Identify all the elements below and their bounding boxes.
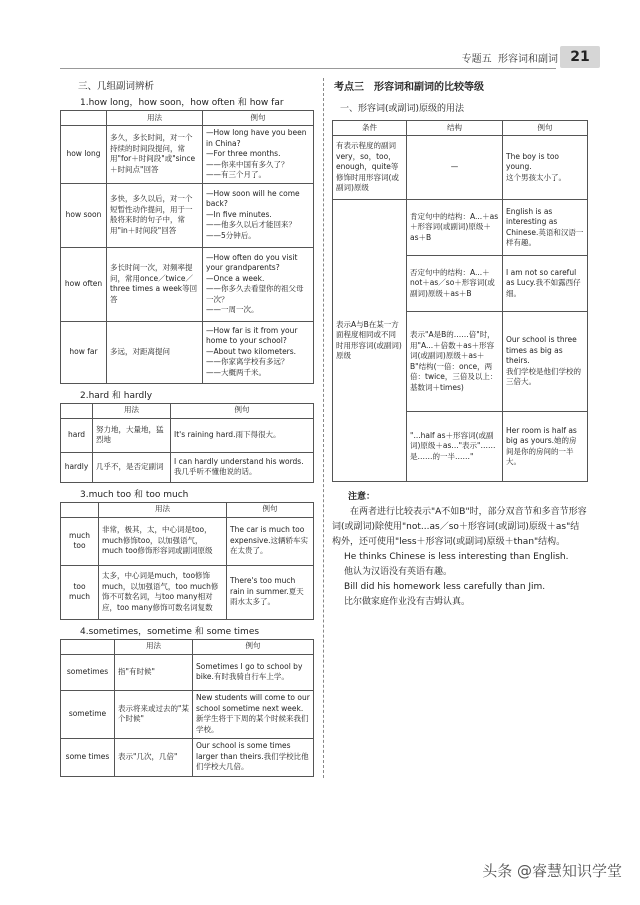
note-example: Bill did his homework less carefully than Jim. [344,582,546,592]
example-cell: I am not so careful as Lucy.我不如露西仔细。 [503,256,588,312]
col-example: 例句 [503,121,588,136]
structure-cell: 表示"A是B的……倍"时，用"A...＋倍数＋as＋形容词(或副词)原级＋as＋B"结构(一倍：once，两倍：twice，三倍及以上：基数词＋times) [407,312,503,412]
condition-cell: 有表示程度的副词very，so，too，enough，quite等修饰时用形容词(或副词)原级 [333,136,407,200]
empty-header [61,639,115,654]
left-column [60,78,314,777]
example-cell: It's raining hard.雨下得很大。 [171,418,314,452]
use-cell: 多久，多长时间，对一个持续的时间段提问，常用"for＋时间段"或"since＋时间点"回答 [107,126,203,184]
note-heading: 注意： [348,492,376,502]
section-title: 三、几组副词辨析 [78,81,155,92]
empty-header [61,502,99,517]
word-cell: how far [61,321,107,383]
example-cell: The boy is too young. 这个男孩太小了。 [503,136,588,200]
col-example: 例句 [171,403,314,418]
topic-number: 考点三 [334,82,364,93]
group4-table [60,639,314,777]
group2-table [60,403,314,483]
note-block [332,490,588,610]
word-cell: some times [61,738,115,776]
group3-title: 3.much too 和 too much [80,489,189,500]
comparison-table [332,120,588,482]
col-example: 例句 [193,639,314,654]
example-cell: The car is much too expensive.这辆轿车实在太贵了。 [227,517,314,565]
example-cell: —How soon will he come back? —In five minutes. ——他多久以后才能回来？ ——5分钟后。 [203,183,314,247]
word-cell: too much [61,565,99,619]
note-example: He thinks Chinese is less interesting than English. [344,552,569,562]
word-cell: much too [61,517,99,565]
use-cell: 非常，极其，太，中心词是too，much修饰too，以加强语气，much too修饰形容词或副词原级 [99,517,227,565]
word-cell: how long [61,126,107,184]
col-use: 用法 [99,502,227,517]
example-cell: I can hardly understand his words.我几乎听不懂他说的话。 [171,452,314,482]
use-cell: 几乎不，是否定副词 [93,452,171,482]
use-cell: 努力地，大量地，猛烈地 [93,418,171,452]
use-cell: 表示"几次，几倍" [115,738,193,776]
col-use: 用法 [115,639,193,654]
col-structure: 结构 [407,121,503,136]
col-use: 用法 [107,111,203,126]
condition-cell: 表示A与B在某一方面程度相同或不同时用形容词(或副词)原级 [333,200,407,482]
example-cell: Our school is some times larger than theirs.我们学校比他们学校大几倍。 [193,738,314,776]
word-cell: hard [61,418,93,452]
use-cell: 多快，多久以后，对一个短暂性动作提问，用于一般将来时的句子中，常用"in＋时间段"回答 [107,183,203,247]
header-rule [60,68,556,69]
use-cell: 表示将来或过去的"某个时候" [115,690,193,738]
note-paragraph: 在两者进行比较表示"A不如B"时，部分双音节和多音节形容词(或副词)除使用"not...as／so＋形容词(或副词)原级＋as"结构外，还可使用"less＋形容词(或副词)原级＋than"结构。 [332,507,587,547]
example-cell: New students will come to our school sometime next week.新学生将于下周的某个时候来我们学校。 [193,690,314,738]
header-section: 专题五 [461,54,492,65]
use-cell: 多远，对距离提问 [107,321,203,383]
group1-table [60,110,314,384]
col-use: 用法 [93,403,171,418]
group4-title: 4.sometimes，sometime 和 some times [80,626,260,637]
watermark: 头条 @睿慧知识学堂 [482,862,622,880]
topic-title [334,78,588,93]
example-cell: Sometimes I go to school by bike.有时我骑自行车上学。 [193,654,314,690]
example-cell: —How often do you visit your grandparents? —Once a week. ——你多久去看望你的祖父母一次？ ——一周一次。 [203,247,314,321]
col-example: 例句 [227,502,314,517]
use-cell: 太多，中心词是much，too修饰much，以加强语气，too much修饰不可数名词，与too many相对应，too many修饰可数名词复数 [99,565,227,619]
use-cell: 指"有时候" [115,654,193,690]
empty-header [61,111,107,126]
right-column [332,78,588,610]
structure-cell: "...half as＋形容词(或副词)原级＋as..."表示"……是……的一半……" [407,412,503,482]
header-topic: 形容词和副词 [498,54,558,65]
subsection-title: 一、形容词(或副词)原级的用法 [340,104,465,114]
page-header [0,44,640,72]
note-example: 比尔做家庭作业没有吉姆认真。 [344,597,471,607]
word-cell: how soon [61,183,107,247]
word-cell: how often [61,247,107,321]
example-cell: —How far is it from your home to your school? —About two kilometers. ——你家离学校有多远？ ——大概两千米。 [203,321,314,383]
structure-cell: — [407,136,503,200]
group2-title: 2.hard 和 hardly [80,390,153,401]
col-example: 例句 [203,111,314,126]
empty-header [61,403,93,418]
structure-cell: 肯定句中的结构：A...＋as＋形容词(或副词)原级＋as＋B [407,200,503,256]
use-cell: 多长时间一次，对频率提问，常用once／twice／three times a week等回答 [107,247,203,321]
group3-table [60,502,314,620]
topic-name: 形容词和副词的比较等级 [374,82,484,93]
column-divider [323,78,324,778]
col-condition: 条件 [333,121,407,136]
note-example: 他认为汉语没有英语有趣。 [344,567,453,577]
structure-cell: 否定句中的结构：A...＋not＋as／so＋形容词(或副词)原级＋as＋B [407,256,503,312]
page-number: 21 [560,46,600,68]
word-cell: sometime [61,690,115,738]
example-cell: —How long have you been in China? —For three months. ——你来中国有多久了？ ——有三个月了。 [203,126,314,184]
example-cell: There's too much rain in summer.夏天雨水太多了。 [227,565,314,619]
word-cell: hardly [61,452,93,482]
example-cell: Our school is three times as big as theirs. 我们学校是他们学校的三倍大。 [503,312,588,412]
word-cell: sometimes [61,654,115,690]
example-cell: Her room is half as big as yours.她的房间是你的房间的一半大。 [503,412,588,482]
header-text [462,50,558,65]
example-cell: English is as interesting as Chinese.英语和汉语一样有趣。 [503,200,588,256]
group1-title: 1.how long，how soon，how often 和 how far [80,98,284,108]
